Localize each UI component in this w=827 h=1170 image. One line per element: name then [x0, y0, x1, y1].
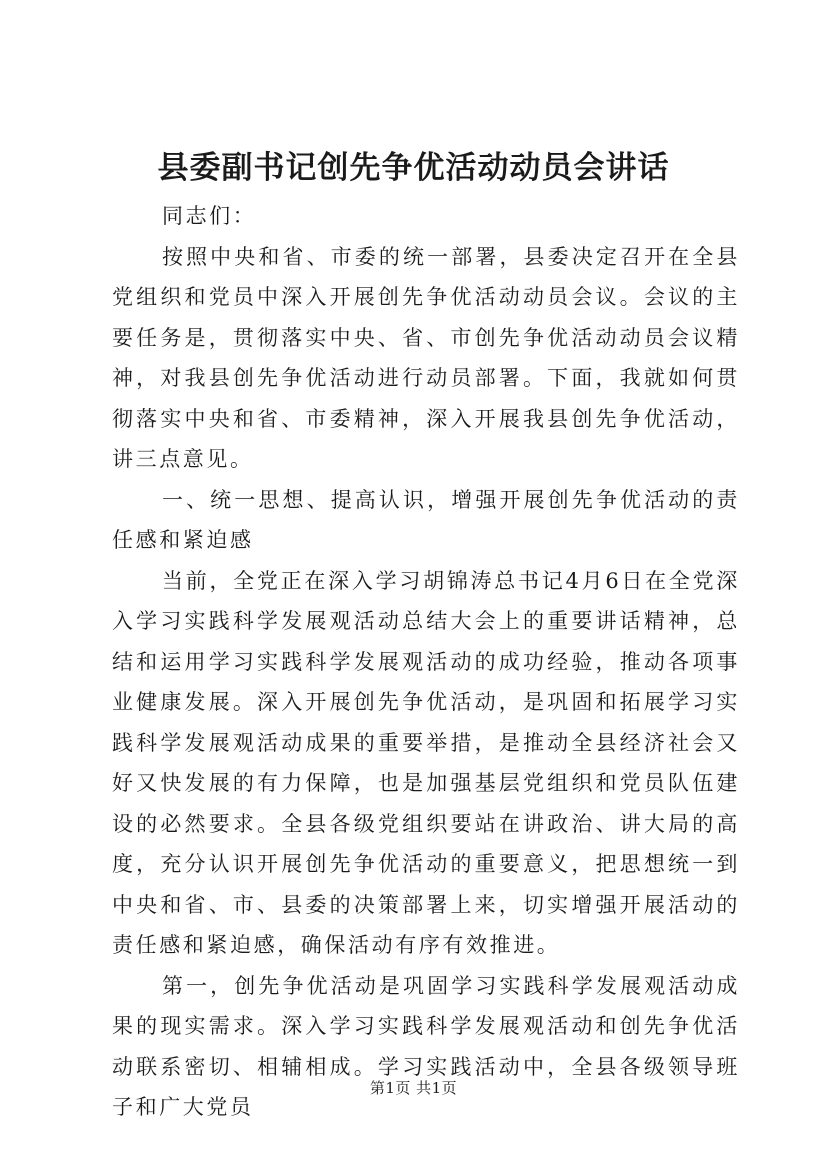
document-body — [112, 196, 740, 1128]
page-footer: 第1页 共1页 — [369, 1079, 458, 1097]
body-paragraph: 第一，创先争优活动是巩固学习实践科学发展观活动成果的现实需求。深入学习实践科学发展观活动和创先争优活动联系密切、相辅相成。学习实践活动中，全县各级领导班子和广大党员 — [112, 973, 740, 1119]
salutation-paragraph: 同志们： — [161, 204, 257, 228]
body-paragraph: 当前，全党正在深入学习胡锦涛总书记4月6日在全党深入学习实践科学发展观活动总结大会上的重要讲话精神，总结和运用学习实践科学发展观活动的成功经验，推动各项事业健康发展。深入开展创先争优活动，是巩固和拓展学习实践科学发展观活动成果的重要举措，是推动全县经济社会又好又快发展的有力保障，也是加强基层党组织和党员队伍建设的必然要求。全县各级党组织要站在讲政治、讲大局的高度，充分认识开展创先争优活动的重要意义，把思想统一到中央和省、市、县委的决策部署上来，切实增强开展活动的责任感和紧迫感，确保活动有序有效推进。 — [112, 568, 740, 957]
document-title: 县委副书记创先争优活动动员会讲话 — [157, 150, 670, 186]
intro-paragraph: 按照中央和省、市委的统一部署，县委决定召开在全县党组织和党员中深入开展创先争优活动动员会议。会议的主要任务是，贯彻落实中央、省、市创先争优活动动员会议精神，对我县创先争优活动进行动员部署。下面，我就如何贯彻落实中央和省、市委精神，深入开展我县创先争优活动，讲三点意见。 — [112, 244, 740, 471]
section-heading-paragraph: 一、统一思想、提高认识，增强开展创先争优活动的责任感和紧迫感 — [112, 487, 740, 552]
